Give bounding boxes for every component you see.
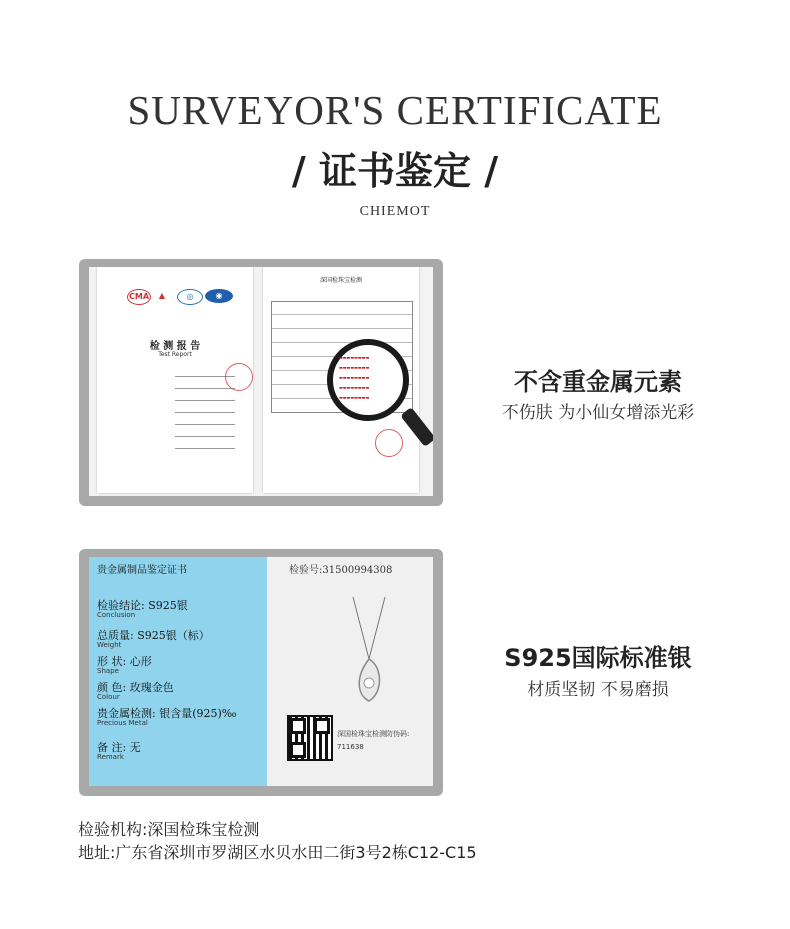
report-subtitle: Test Report: [158, 351, 192, 358]
certificate-metal-en: Precious Metal: [97, 719, 148, 727]
page-subtitle: / 证书鉴定 /: [291, 148, 499, 193]
qr-caption: 深国检珠宝检测防伪码:: [337, 730, 410, 738]
red-stamp-icon: [225, 363, 253, 391]
page-title: SURVEYOR'S CERTIFICATE: [127, 87, 663, 133]
certificate-remark: 备 注: 无: [97, 741, 141, 754]
certificate-left-panel: [89, 557, 267, 786]
report-field-row: [137, 417, 237, 427]
report-field-row: [137, 441, 237, 451]
qr-code-icon: [287, 715, 333, 761]
report-field-row: [137, 393, 237, 403]
brand-name: CHIEMOT: [359, 204, 431, 219]
ilac-logo-icon: ◎: [177, 289, 203, 305]
pendant-icon: [349, 597, 389, 707]
certificate-colour: 颜 色: 玫瑰金色: [97, 681, 174, 694]
certificate-header: 贵金属制品鉴定证书: [97, 565, 187, 576]
certificate-shape: 形 状: 心形: [97, 655, 152, 668]
report-results-title: 深国检珠宝检测: [319, 277, 362, 284]
certificate-conclusion-en: Conclusion: [97, 611, 136, 619]
report-field-row: [137, 429, 237, 439]
certificate-colour-en: Colour: [97, 693, 120, 701]
report-title: 检 测 报 告: [149, 341, 201, 352]
report-page-cover: [97, 267, 253, 493]
report-field-row: [137, 381, 237, 391]
feature-heading-2: S925国际标准银: [504, 644, 692, 672]
qr-code-number: 711638: [337, 743, 364, 751]
certificate-image: [79, 549, 443, 796]
report-field-row: [137, 369, 237, 379]
certificate-weight: 总质量: S925银（标）: [97, 629, 210, 642]
certificate-number: 检验号:31500994308: [289, 565, 393, 576]
test-report-image: [79, 259, 443, 506]
certificate-metal: 贵金属检测: 银含量(925)‰: [97, 707, 237, 720]
cnas-logo-icon: ◉: [205, 289, 233, 303]
certificate-right-panel: [267, 557, 433, 786]
certificate-remark-en: Remark: [97, 753, 124, 761]
magnifier-icon: ▬▬▬▬▬▬▬▬ ▬▬▬▬▬▬▬▬ ▬▬▬▬▬▬▬▬ ▬▬▬▬▬▬▬▬ ▬▬▬▬▬▬▬▬: [327, 339, 409, 421]
certificate-shape-en: Shape: [97, 667, 119, 675]
cal-logo-icon: ▲: [158, 291, 166, 300]
feature-sub-2: 材质坚韧 不易磨损: [527, 680, 669, 700]
feature-heading-1: 不含重金属元素: [514, 368, 682, 396]
feature-sub-1: 不伤肤 为小仙女增添光彩: [501, 403, 695, 423]
report-field-row: [137, 405, 237, 415]
footer-address: 地址:广东省深圳市罗湖区水贝水田二街3号2栋C12-C15: [78, 843, 477, 862]
red-stamp-icon: [375, 429, 403, 457]
certificate-weight-en: Weight: [97, 641, 122, 649]
certificate-conclusion: 检验结论: S925银: [97, 599, 188, 612]
cma-logo-icon: CMA: [127, 289, 151, 305]
certificate-inner: [89, 557, 433, 786]
footer-institution: 检验机构:深国检珠宝检测: [78, 820, 260, 839]
test-report-inner: [89, 267, 433, 496]
